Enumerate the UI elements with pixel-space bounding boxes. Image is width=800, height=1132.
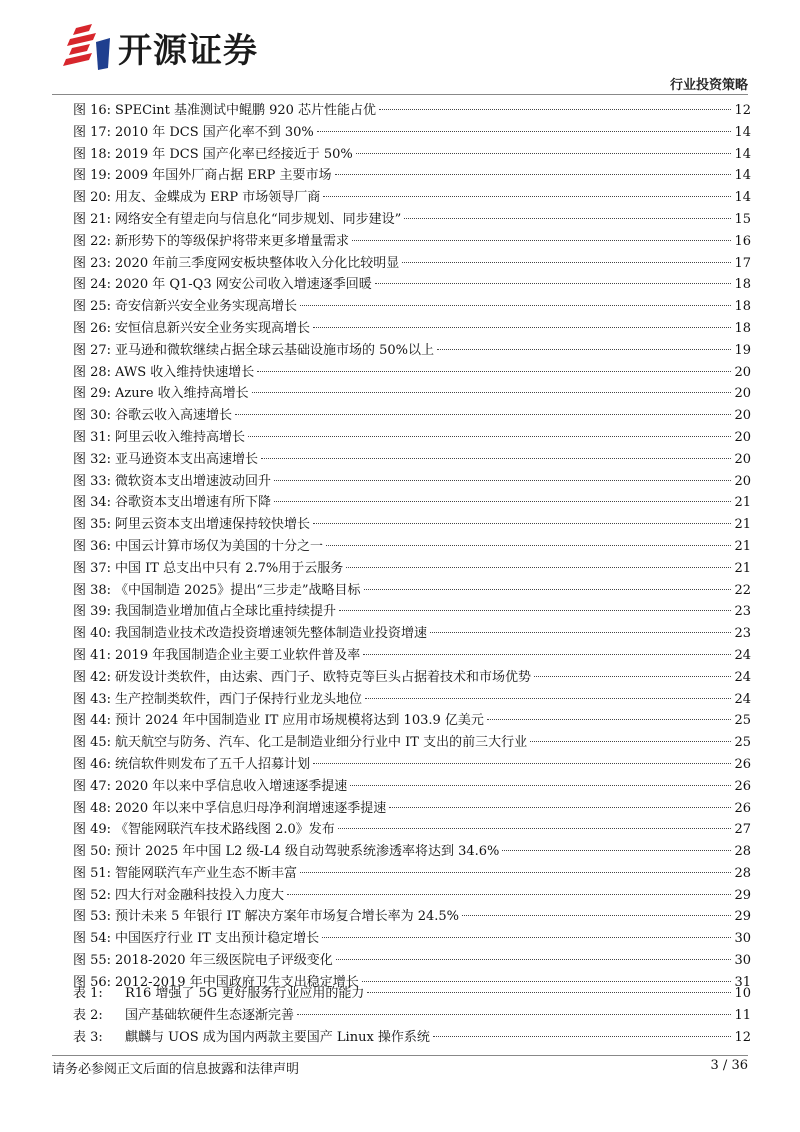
toc-entry[interactable] (73, 863, 751, 885)
dot-leader (252, 392, 732, 393)
entry-page: 28 (734, 844, 751, 860)
entry-number: 图 46: (73, 756, 112, 772)
dot-leader (389, 807, 731, 808)
entry-title[interactable]: 航天航空与防务、汽车、化工是制造业细分行业中 IT 支出的前三大行业 (115, 735, 528, 751)
brand-name: 开源证券 (118, 30, 258, 71)
toc-entry[interactable] (73, 427, 751, 449)
entry-page: 21 (734, 495, 751, 511)
entry-page: 20 (734, 429, 751, 445)
entry-number: 图 27: (73, 342, 112, 358)
entry-page: 14 (734, 146, 751, 162)
toc-entry[interactable] (73, 187, 751, 209)
entry-title[interactable]: 微软资本支出增速波动回升 (115, 473, 272, 489)
entry-number: 图 38: (73, 582, 112, 598)
entry-title[interactable]: 麒麟与 UOS 成为国内两款主要国产 Linux 操作系统 (125, 1029, 430, 1045)
toc-entry[interactable] (73, 340, 751, 362)
entry-title[interactable]: 统信软件则发布了五千人招募计划 (115, 756, 311, 772)
entry-number: 图 16: (73, 103, 112, 118)
entry-page: 14 (734, 190, 751, 206)
entry-number: 图 28: (73, 364, 112, 380)
entry-page: 23 (734, 604, 751, 620)
brand-logo (62, 22, 258, 72)
entry-number: 图 22: (73, 233, 112, 249)
toc-entry[interactable] (73, 623, 751, 645)
entry-title[interactable]: 谷歌资本支出增速有所下降 (115, 495, 272, 511)
page-header (0, 0, 800, 100)
dot-leader (402, 262, 731, 263)
entry-number: 图 23: (73, 255, 112, 271)
entry-number: 图 24: (73, 277, 112, 293)
entry-title[interactable]: AWS 收入维持快速增长 (115, 364, 255, 380)
dot-leader (363, 654, 731, 655)
entry-page: 24 (734, 669, 751, 685)
entry-page: 30 (734, 953, 751, 969)
page-number: 3 / 36 (710, 1058, 748, 1073)
dot-leader (274, 501, 731, 502)
toc-entry[interactable] (73, 471, 751, 493)
entry-title[interactable]: 中国 IT 总支出中只有 2.7%用于云服务 (115, 560, 344, 576)
entry-page: 29 (734, 887, 751, 903)
toc-entry[interactable] (73, 558, 751, 580)
header-divider (52, 94, 748, 95)
dot-leader (502, 850, 731, 851)
entry-page: 26 (734, 756, 751, 772)
toc-entry[interactable] (73, 318, 751, 340)
entry-page: 14 (734, 124, 751, 140)
entry-title[interactable]: 谷歌云收入高速增长 (115, 408, 233, 424)
entry-title[interactable]: Azure 收入维持高增长 (115, 386, 249, 402)
entry-title[interactable]: 奇安信新兴安全业务实现高增长 (115, 299, 298, 315)
entry-title[interactable]: 预计未来 5 年银行 IT 解决方案年市场复合增长率为 24.5% (115, 909, 460, 925)
entry-title[interactable]: 中国云计算市场仅为美国的十分之一 (115, 538, 324, 554)
entry-title[interactable]: 智能网联汽车产业生态不断丰富 (115, 865, 298, 881)
dot-leader (487, 719, 732, 720)
dot-leader (313, 523, 731, 524)
entry-number: 图 54: (73, 931, 112, 947)
dot-leader (362, 981, 732, 982)
dot-leader (379, 109, 731, 110)
entry-title[interactable]: 阿里云资本支出增速保持较快增长 (115, 517, 311, 533)
entry-title[interactable]: R16 增强了 5G 更好服务行业应用的能力 (125, 986, 365, 1001)
entry-title[interactable]: 网络安全有望走向与信息化“同步规划、同步建设” (115, 211, 402, 227)
toc-entry[interactable] (73, 383, 751, 405)
entry-title[interactable]: 2020 年前三季度网安板块整体收入分化比较明显 (115, 255, 400, 271)
entry-page: 27 (734, 822, 751, 838)
entry-number: 表 1: (73, 986, 103, 1001)
entry-page: 25 (734, 713, 751, 729)
entry-number: 图 53: (73, 909, 112, 925)
toc-entry[interactable] (73, 122, 751, 144)
entry-title[interactable]: 亚马逊和微软继续占据全球云基础设施市场的 50%以上 (115, 342, 435, 358)
entry-number: 图 39: (73, 604, 112, 620)
toc-entry[interactable] (73, 209, 751, 231)
entry-title[interactable]: 2010 年 DCS 国产化率不到 30% (115, 124, 314, 140)
toc-entry[interactable] (73, 667, 751, 689)
toc-entry[interactable] (73, 645, 751, 667)
entry-page: 23 (734, 626, 751, 642)
toc-entry[interactable] (73, 710, 751, 732)
dot-leader (430, 632, 731, 633)
entry-page: 22 (734, 582, 751, 598)
entry-page: 21 (734, 560, 751, 576)
entry-title[interactable]: 2019 年 DCS 国产化率已经接近于 50% (115, 146, 353, 162)
toc-entry[interactable] (73, 405, 751, 427)
entry-page: 18 (734, 277, 751, 293)
dot-leader (235, 414, 731, 415)
toc-entry[interactable] (73, 928, 751, 950)
entry-page: 20 (734, 451, 751, 467)
entry-page: 29 (734, 909, 751, 925)
toc-entry[interactable] (73, 1005, 751, 1027)
entry-number: 图 40: (73, 626, 112, 642)
toc-entry[interactable] (73, 732, 751, 754)
entry-page: 28 (734, 865, 751, 881)
entry-number: 图 42: (73, 669, 112, 685)
entry-number: 图 52: (73, 887, 112, 903)
entry-page: 21 (734, 517, 751, 533)
dot-leader (336, 959, 732, 960)
entry-title[interactable]: 我国制造业增加值占全球比重持续提升 (115, 604, 337, 620)
entry-page: 17 (734, 255, 751, 271)
entry-number: 图 55: (73, 953, 112, 969)
entry-number: 图 32: (73, 451, 112, 467)
entry-number: 图 48: (73, 800, 112, 816)
entry-number: 表 2: (73, 1007, 103, 1023)
entry-page: 11 (734, 1007, 751, 1023)
entry-number: 图 45: (73, 735, 112, 751)
entry-page: 21 (734, 538, 751, 554)
dot-leader (274, 480, 731, 481)
toc-entry[interactable] (73, 274, 751, 296)
entry-number: 图 41: (73, 647, 112, 663)
entry-number: 图 26: (73, 320, 112, 336)
entry-number: 图 17: (73, 124, 112, 140)
entry-number: 图 51: (73, 865, 112, 881)
entry-page: 26 (734, 778, 751, 794)
entry-number: 图 49: (73, 822, 112, 838)
dot-leader (313, 763, 731, 764)
toc-entry[interactable] (73, 776, 751, 798)
dot-leader (317, 131, 732, 132)
toc-entry[interactable] (73, 1027, 751, 1049)
entry-title[interactable]: 预计 2025 年中国 L2 级-L4 级自动驾驶系统渗透率将达到 34.6% (115, 844, 500, 860)
dot-leader (356, 153, 732, 154)
toc-entry[interactable] (73, 514, 751, 536)
entry-page: 24 (734, 647, 751, 663)
dot-leader (287, 894, 731, 895)
toc-entry[interactable] (73, 950, 751, 972)
toc-entry[interactable] (73, 492, 751, 514)
entry-number: 图 20: (73, 190, 112, 206)
entry-title[interactable]: 2012-2019 年中国政府卫生支出稳定增长 (115, 974, 359, 990)
entry-number: 图 44: (73, 713, 112, 729)
entry-page: 12 (734, 1029, 751, 1045)
entry-page: 14 (734, 168, 751, 184)
kaiyuan-logo-icon (62, 22, 114, 72)
dot-leader (375, 283, 732, 284)
dot-leader (530, 741, 731, 742)
entry-number: 图 31: (73, 429, 112, 445)
entry-title[interactable]: 我国制造业技术改造投资增速领先整体制造业投资增速 (115, 626, 428, 642)
entry-title[interactable]: SPECint 基准测试中鲲鹏 920 芯片性能占优 (115, 103, 377, 118)
entry-title[interactable]: 亚马逊资本支出高速增长 (115, 451, 259, 467)
entry-number: 图 25: (73, 299, 112, 315)
toc-entry[interactable] (73, 601, 751, 623)
entry-title[interactable]: 阿里云收入维持高增长 (115, 429, 246, 445)
dot-leader (462, 915, 731, 916)
dot-leader (437, 349, 731, 350)
dot-leader (326, 545, 731, 546)
entry-title[interactable]: 2019 年我国制造企业主要工业软件普及率 (115, 647, 361, 663)
dot-leader (433, 1036, 732, 1037)
entry-page: 20 (734, 364, 751, 380)
toc-entry[interactable] (73, 580, 751, 602)
entry-number: 表 3: (73, 1029, 103, 1045)
dot-leader (364, 589, 732, 590)
entry-number: 图 36: (73, 538, 112, 554)
entry-page: 26 (734, 800, 751, 816)
dot-leader (297, 1014, 731, 1015)
entry-title[interactable]: 国产基础软硬件生态逐渐完善 (125, 1007, 295, 1023)
footer-divider (52, 1055, 748, 1056)
toc-entry[interactable] (73, 100, 751, 122)
entry-title[interactable]: 2009 年国外厂商占据 ERP 主要市场 (115, 168, 332, 184)
entry-number: 图 34: (73, 495, 112, 511)
entry-page: 25 (734, 735, 751, 751)
entry-title[interactable]: 新形势下的等级保护将带来更多增量需求 (115, 233, 350, 249)
toc-entry[interactable] (73, 906, 751, 928)
toc-entry[interactable] (73, 841, 751, 863)
toc-entry[interactable] (73, 819, 751, 841)
dot-leader (300, 305, 731, 306)
entry-number: 图 47: (73, 778, 112, 794)
dot-leader (367, 992, 731, 993)
dot-leader (339, 610, 731, 611)
toc-entry[interactable] (73, 231, 751, 253)
entry-title[interactable]: 预计 2024 年中国制造业 IT 应用市场规模将达到 103.9 亿美元 (115, 713, 484, 729)
entry-page: 18 (734, 320, 751, 336)
entry-number: 图 29: (73, 386, 112, 402)
toc-entry[interactable] (73, 689, 751, 711)
toc-entry[interactable] (73, 362, 751, 384)
entry-page: 20 (734, 473, 751, 489)
figure-list (73, 100, 751, 994)
entry-title[interactable]: 用友、金蝶成为 ERP 市场领导厂商 (115, 190, 321, 206)
dot-leader (323, 196, 731, 197)
entry-number: 图 35: (73, 517, 112, 533)
entry-page: 19 (734, 342, 751, 358)
entry-page: 20 (734, 386, 751, 402)
toc-entry[interactable] (73, 885, 751, 907)
dot-leader (352, 240, 731, 241)
dot-leader (350, 785, 731, 786)
entry-number: 图 43: (73, 691, 112, 707)
entry-title[interactable]: 《中国制造 2025》提出“三步走”战略目标 (115, 582, 361, 598)
dot-leader (300, 872, 731, 873)
toc-entry[interactable] (73, 798, 751, 820)
entry-page: 18 (734, 299, 751, 315)
entry-title[interactable]: 《智能网联汽车技术路线图 2.0》发布 (115, 822, 335, 838)
entry-title[interactable]: 安恒信息新兴安全业务实现高增长 (115, 320, 311, 336)
entry-page: 24 (734, 691, 751, 707)
entry-number: 图 21: (73, 211, 112, 227)
entry-title[interactable]: 2020 年以来中孚信息归母净利润增速逐季提速 (115, 800, 387, 816)
toc-entry[interactable] (73, 983, 751, 1005)
dot-leader (257, 371, 731, 372)
toc-entry[interactable] (73, 253, 751, 275)
dot-leader (346, 567, 731, 568)
entry-number: 图 37: (73, 560, 112, 576)
entry-number: 图 18: (73, 146, 112, 162)
entry-title[interactable]: 研发设计类软件，由达索、西门子、欧特克等巨头占据着技术和市场优势 (115, 669, 532, 685)
entry-title[interactable]: 2020 年以来中孚信息收入增速逐季提速 (115, 778, 348, 794)
table-list (73, 983, 751, 1048)
report-category: 行业投资策略 (669, 78, 748, 93)
dot-leader (322, 937, 731, 938)
entry-page: 30 (734, 931, 751, 947)
entry-title[interactable]: 2020 年 Q1-Q3 网安公司收入增速逐季回暖 (115, 277, 372, 293)
dot-leader (404, 218, 731, 219)
toc-entry[interactable] (73, 296, 751, 318)
entry-number: 图 30: (73, 408, 112, 424)
entry-page: 20 (734, 408, 751, 424)
dot-leader (335, 174, 732, 175)
entry-page: 12 (734, 103, 751, 118)
entry-number: 图 50: (73, 844, 112, 860)
toc-entry[interactable] (73, 449, 751, 471)
entry-title[interactable]: 四大行对金融科技投入力度大 (115, 887, 285, 903)
toc-entry[interactable] (73, 165, 751, 187)
entry-page: 10 (734, 986, 751, 1001)
dot-leader (338, 828, 732, 829)
entry-number: 图 19: (73, 168, 112, 184)
dot-leader (248, 436, 731, 437)
entry-title[interactable]: 2018-2020 年三级医院电子评级变化 (115, 953, 333, 969)
entry-page: 15 (734, 211, 751, 227)
entry-title[interactable]: 中国医疗行业 IT 支出预计稳定增长 (115, 931, 320, 947)
toc-entry[interactable] (73, 754, 751, 776)
dot-leader (313, 327, 731, 328)
entry-title[interactable]: 生产控制类软件，西门子保持行业龙头地位 (115, 691, 363, 707)
dot-leader (365, 698, 731, 699)
entry-number: 图 56: (73, 974, 112, 990)
entry-page: 16 (734, 233, 751, 249)
toc-entry[interactable] (73, 144, 751, 166)
dot-leader (261, 458, 731, 459)
entry-number: 图 33: (73, 473, 112, 489)
toc-entry[interactable] (73, 536, 751, 558)
disclaimer-note: 请务必参阅正文后面的信息披露和法律声明 (52, 1062, 300, 1077)
dot-leader (534, 676, 731, 677)
entry-page: 31 (734, 974, 751, 990)
